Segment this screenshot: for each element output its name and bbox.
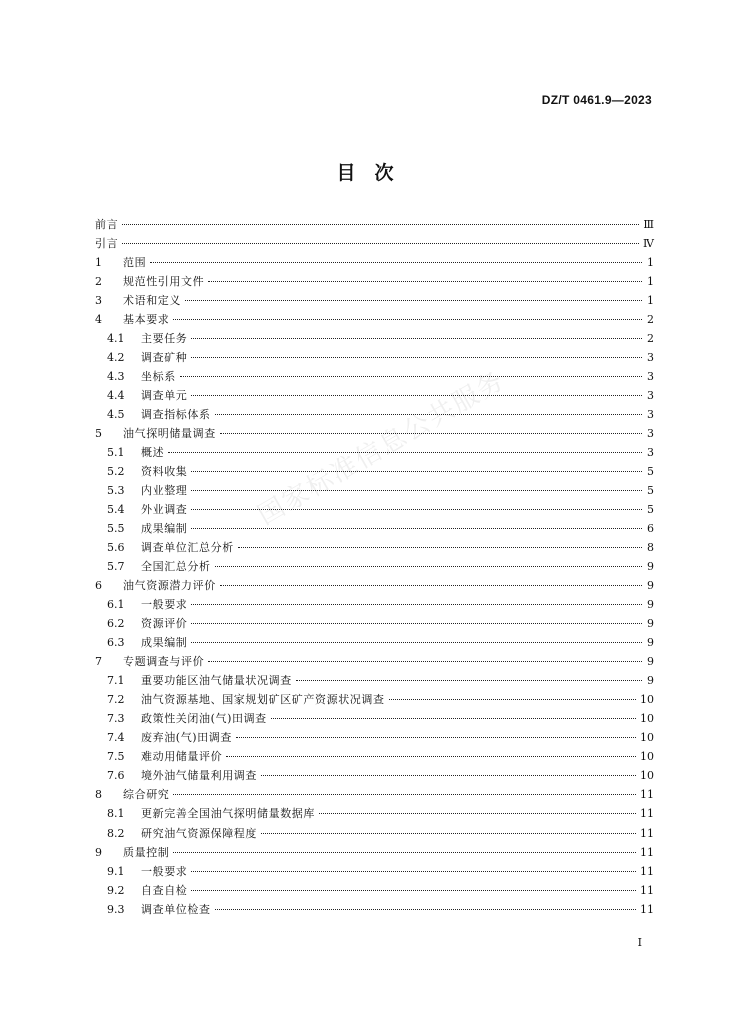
toc-entry-label: 重要功能区油气储量状况调查 bbox=[141, 674, 292, 688]
toc-entry[interactable] bbox=[95, 519, 654, 538]
watermark: 国家标准信息公共服务 bbox=[253, 365, 511, 532]
toc-dot-leader bbox=[150, 261, 642, 263]
toc-entry[interactable] bbox=[95, 785, 654, 804]
toc-dot-leader bbox=[296, 679, 642, 681]
toc-dot-leader bbox=[173, 318, 642, 320]
toc-dot-leader bbox=[236, 736, 636, 738]
toc-dot-leader bbox=[215, 413, 642, 415]
toc-entry[interactable] bbox=[95, 500, 654, 519]
toc-entry-page: 3 bbox=[647, 351, 654, 365]
toc-entry-number: 4.1 bbox=[107, 332, 125, 346]
toc-entry-label: 专题调查与评价 bbox=[123, 655, 205, 669]
toc-entry[interactable] bbox=[95, 614, 654, 633]
toc-entry[interactable] bbox=[95, 576, 654, 595]
toc-dot-leader bbox=[271, 717, 636, 719]
toc-entry-label: 调查单元 bbox=[141, 389, 188, 403]
toc-entry-page: 2 bbox=[647, 313, 654, 327]
toc-dot-leader bbox=[168, 451, 642, 453]
toc-dot-leader bbox=[220, 432, 642, 434]
toc-entry-number: 1 bbox=[95, 256, 102, 270]
toc-entry[interactable] bbox=[95, 291, 654, 310]
toc-entry-number: 6 bbox=[95, 579, 102, 593]
toc-entry-label: 外业调查 bbox=[141, 503, 188, 517]
toc-dot-leader bbox=[238, 546, 642, 548]
toc-entry-label: 更新完善全国油气探明储量数据库 bbox=[141, 807, 315, 821]
toc-entry-page: 10 bbox=[640, 693, 654, 707]
toc-entry-page: 3 bbox=[647, 389, 654, 403]
toc-entry-page: 8 bbox=[647, 541, 654, 555]
toc-entry[interactable] bbox=[95, 633, 654, 652]
toc-entry-number: 7.3 bbox=[107, 712, 125, 726]
toc-entry-label: 范围 bbox=[123, 256, 147, 270]
toc-entry[interactable] bbox=[95, 310, 654, 329]
toc-entry-label: 一般要求 bbox=[141, 864, 188, 878]
toc-entry[interactable] bbox=[95, 595, 654, 614]
toc-entry[interactable] bbox=[95, 557, 654, 576]
toc-entry-page: 5 bbox=[647, 484, 654, 498]
toc-entry-page: 9 bbox=[647, 655, 654, 669]
toc-dot-leader bbox=[261, 832, 636, 834]
toc-entry-number: 5.7 bbox=[107, 560, 125, 574]
toc-entry-number: 5.2 bbox=[107, 465, 125, 479]
toc-dot-leader bbox=[191, 641, 642, 643]
toc-entry-page: 3 bbox=[647, 446, 654, 460]
toc-entry-label: 前言 bbox=[95, 218, 119, 231]
toc-entry-page: 11 bbox=[640, 807, 654, 821]
toc-entry-number: 7.5 bbox=[107, 750, 125, 764]
toc-dot-leader bbox=[191, 356, 642, 358]
toc-entry-label: 油气资源潜力评价 bbox=[123, 579, 216, 593]
toc-entry-page: 1 bbox=[647, 256, 654, 270]
toc-entry-page: 10 bbox=[640, 731, 654, 745]
toc-dot-leader bbox=[226, 755, 636, 757]
toc-entry-number: 7.1 bbox=[107, 674, 125, 688]
toc-entry[interactable] bbox=[95, 462, 654, 481]
toc-dot-leader bbox=[122, 223, 639, 225]
toc-entry-page: 1 bbox=[647, 275, 654, 289]
toc-entry-page: 9 bbox=[647, 617, 654, 631]
page-number: Ⅰ bbox=[637, 936, 642, 949]
toc-dot-leader bbox=[191, 508, 642, 510]
toc-entry[interactable] bbox=[95, 804, 654, 823]
toc-entry-label: 基本要求 bbox=[123, 313, 170, 327]
toc-entry-number: 7 bbox=[95, 655, 102, 669]
toc-entry-label: 资源评价 bbox=[141, 617, 188, 631]
toc-entry[interactable] bbox=[95, 538, 654, 557]
toc-entry-number: 5 bbox=[95, 427, 102, 441]
toc-dot-leader bbox=[319, 812, 636, 814]
toc-entry[interactable] bbox=[95, 234, 654, 253]
toc-entry-number: 7.6 bbox=[107, 769, 125, 783]
toc-entry-label: 概述 bbox=[141, 446, 165, 460]
toc-entry-page: 11 bbox=[640, 826, 654, 840]
toc-entry-number: 5.3 bbox=[107, 484, 125, 498]
toc-entry[interactable] bbox=[95, 367, 654, 386]
toc-entry-number: 7.2 bbox=[107, 693, 125, 707]
toc-dot-leader bbox=[185, 299, 642, 301]
toc-entry-page: 9 bbox=[647, 636, 654, 650]
toc-entry-label: 调查单位检查 bbox=[141, 902, 211, 916]
toc-entry[interactable] bbox=[95, 253, 654, 272]
toc-entry-page: 11 bbox=[640, 864, 654, 878]
toc-entry-number: 5.6 bbox=[107, 541, 125, 555]
toc-dot-leader bbox=[122, 242, 639, 244]
toc-entry[interactable] bbox=[95, 747, 654, 766]
toc-dot-leader bbox=[191, 394, 642, 396]
toc-entry-label: 成果编制 bbox=[141, 522, 188, 536]
toc-entry[interactable] bbox=[95, 690, 654, 709]
toc-entry[interactable] bbox=[95, 900, 654, 919]
toc-entry-number: 9.2 bbox=[107, 883, 125, 897]
toc-entry-number: 4.3 bbox=[107, 370, 125, 384]
toc-entry-number: 6.2 bbox=[107, 617, 125, 631]
toc-entry[interactable] bbox=[95, 881, 654, 900]
toc-dot-leader bbox=[191, 889, 636, 891]
toc-entry-page: 3 bbox=[647, 427, 654, 441]
toc-dot-leader bbox=[215, 565, 642, 567]
toc-entry-number: 4.5 bbox=[107, 408, 125, 422]
toc-entry-page: 1 bbox=[647, 294, 654, 308]
toc-entry-number: 4 bbox=[95, 313, 102, 327]
toc-entry-number: 5.1 bbox=[107, 446, 125, 460]
toc-entry-page: 9 bbox=[647, 674, 654, 688]
toc-entry[interactable] bbox=[95, 481, 654, 500]
toc-entry-number: 9.1 bbox=[107, 864, 125, 878]
toc-entry-page: 10 bbox=[640, 769, 654, 783]
toc-dot-leader bbox=[191, 622, 642, 624]
toc-dot-leader bbox=[208, 280, 642, 282]
toc-entry-label: 全国汇总分析 bbox=[141, 560, 211, 574]
toc-entry-number: 9 bbox=[95, 845, 102, 859]
toc-dot-leader bbox=[180, 375, 642, 377]
toc-entry[interactable] bbox=[95, 405, 654, 424]
toc-entry-label: 术语和定义 bbox=[123, 294, 181, 308]
toc-entry-label: 调查指标体系 bbox=[141, 408, 211, 422]
toc-entry[interactable] bbox=[95, 386, 654, 405]
toc-entry-page: 9 bbox=[647, 579, 654, 593]
toc-dot-leader bbox=[173, 851, 636, 853]
toc-entry-page: 11 bbox=[640, 788, 654, 802]
toc-entry[interactable] bbox=[95, 329, 654, 348]
toc-dot-leader bbox=[173, 793, 636, 795]
toc-entry-page: 11 bbox=[640, 883, 654, 897]
toc-entry-page: Ⅳ bbox=[643, 237, 654, 251]
toc-entry-number: 8 bbox=[95, 788, 102, 802]
toc-dot-leader bbox=[389, 698, 636, 700]
toc-entry-number: 5.4 bbox=[107, 503, 125, 517]
toc-entry-label: 油气资源基地、国家规划矿区矿产资源状况调查 bbox=[141, 693, 385, 707]
toc-entry-number: 4.2 bbox=[107, 351, 125, 365]
toc-entry[interactable] bbox=[95, 728, 654, 747]
toc-entry-label: 坐标系 bbox=[141, 370, 176, 384]
toc-entry-page: 5 bbox=[647, 503, 654, 517]
toc-entry-number: 4.4 bbox=[107, 389, 125, 403]
toc-entry-page: 9 bbox=[647, 598, 654, 612]
toc-entry[interactable] bbox=[95, 709, 654, 728]
toc-entry-label: 质量控制 bbox=[123, 845, 170, 859]
toc-entry[interactable] bbox=[95, 652, 654, 671]
toc-entry-number: 8.1 bbox=[107, 807, 125, 821]
toc-dot-leader bbox=[261, 774, 636, 776]
toc-dot-leader bbox=[191, 870, 636, 872]
toc-entry-page: 11 bbox=[640, 845, 654, 859]
table-of-contents bbox=[95, 215, 654, 919]
toc-dot-leader bbox=[191, 489, 642, 491]
toc-entry-number: 3 bbox=[95, 294, 102, 308]
toc-entry[interactable] bbox=[95, 843, 654, 862]
toc-entry[interactable] bbox=[95, 272, 654, 291]
toc-entry-label: 调查矿种 bbox=[141, 351, 188, 365]
toc-entry-number: 7.4 bbox=[107, 731, 125, 745]
toc-entry-label: 难动用储量评价 bbox=[141, 750, 223, 764]
toc-entry-label: 一般要求 bbox=[141, 598, 188, 612]
toc-entry[interactable] bbox=[95, 424, 654, 443]
toc-entry-label: 自查自检 bbox=[141, 883, 188, 897]
toc-entry[interactable] bbox=[95, 348, 654, 367]
toc-dot-leader bbox=[215, 908, 636, 910]
toc-dot-leader bbox=[191, 603, 642, 605]
toc-entry-page: 6 bbox=[647, 522, 654, 536]
toc-entry-page: 3 bbox=[647, 408, 654, 422]
toc-entry-label: 主要任务 bbox=[141, 332, 188, 346]
toc-entry-number: 6.3 bbox=[107, 636, 125, 650]
toc-entry[interactable] bbox=[95, 766, 654, 785]
toc-entry-number: 6.1 bbox=[107, 598, 125, 612]
toc-entry-page: Ⅲ bbox=[643, 218, 654, 231]
toc-entry-page: 10 bbox=[640, 712, 654, 726]
standard-code: DZ/T 0461.9—2023 bbox=[541, 93, 652, 107]
toc-dot-leader bbox=[208, 660, 642, 662]
toc-entry-label: 废弃油(气)田调查 bbox=[141, 731, 232, 745]
toc-entry-page: 2 bbox=[647, 332, 654, 346]
toc-entry[interactable] bbox=[95, 824, 654, 843]
toc-entry[interactable] bbox=[95, 671, 654, 690]
toc-entry-label: 综合研究 bbox=[123, 788, 170, 802]
page-title: 目 次 bbox=[336, 162, 394, 184]
toc-entry-number: 5.5 bbox=[107, 522, 125, 536]
toc-entry-number: 2 bbox=[95, 275, 102, 289]
toc-entry[interactable] bbox=[95, 862, 654, 881]
toc-entry-number: 9.3 bbox=[107, 902, 125, 916]
toc-entry-label: 油气探明储量调查 bbox=[123, 427, 216, 441]
toc-entry[interactable] bbox=[95, 215, 654, 234]
toc-entry-page: 9 bbox=[647, 560, 654, 574]
toc-entry-page: 11 bbox=[640, 902, 654, 916]
toc-entry-label: 调查单位汇总分析 bbox=[141, 541, 234, 555]
toc-entry-label: 政策性关闭油(气)田调查 bbox=[141, 712, 267, 726]
toc-dot-leader bbox=[191, 470, 642, 472]
toc-entry-page: 10 bbox=[640, 750, 654, 764]
toc-entry-label: 资料收集 bbox=[141, 465, 188, 479]
toc-entry[interactable] bbox=[95, 443, 654, 462]
toc-entry-label: 规范性引用文件 bbox=[123, 275, 205, 289]
toc-dot-leader bbox=[191, 337, 642, 339]
toc-entry-label: 内业整理 bbox=[141, 484, 188, 498]
toc-dot-leader bbox=[220, 584, 642, 586]
toc-entry-page: 5 bbox=[647, 465, 654, 479]
toc-entry-page: 3 bbox=[647, 370, 654, 384]
toc-entry-label: 引言 bbox=[95, 237, 119, 251]
toc-entry-label: 境外油气储量利用调查 bbox=[141, 769, 257, 783]
toc-entry-number: 8.2 bbox=[107, 826, 125, 840]
toc-entry-label: 研究油气资源保障程度 bbox=[141, 826, 257, 840]
toc-entry-label: 成果编制 bbox=[141, 636, 188, 650]
toc-dot-leader bbox=[191, 527, 642, 529]
